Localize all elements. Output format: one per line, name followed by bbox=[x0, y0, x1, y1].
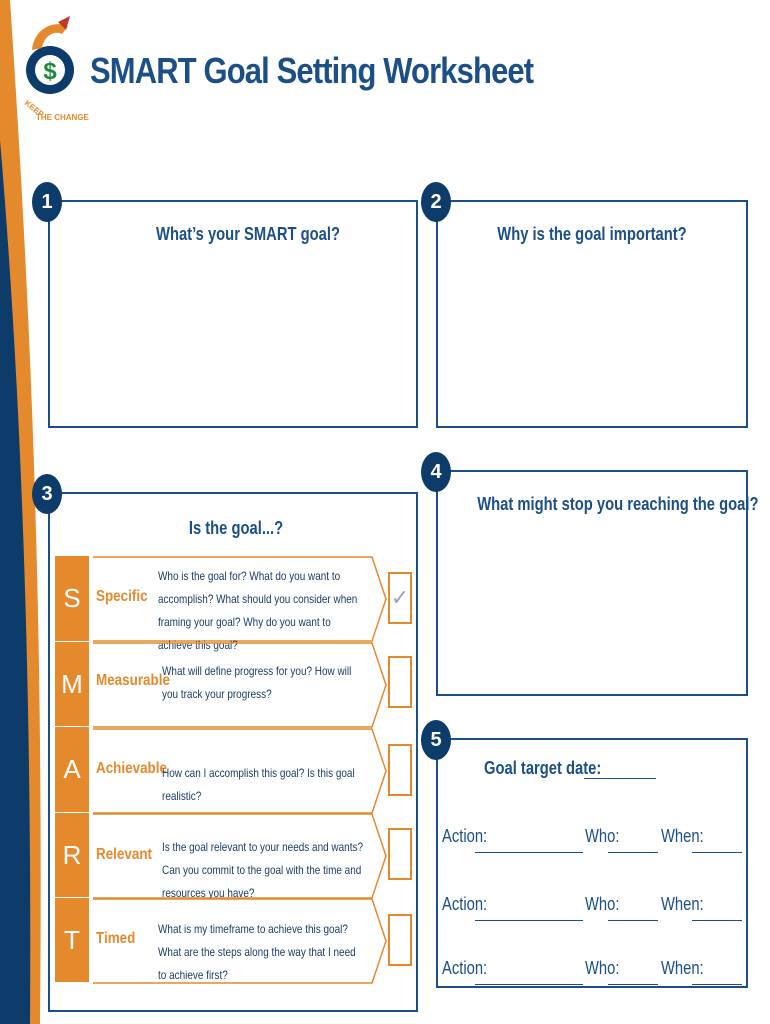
smart-label: Specific bbox=[96, 588, 148, 605]
smart-letter: R bbox=[55, 813, 89, 897]
who-label: Who: bbox=[585, 958, 620, 978]
smart-description: How can I accomplish this goal? Is this goal realistic? bbox=[162, 766, 355, 803]
smart-letter: M bbox=[55, 642, 89, 726]
smart-label: Measurable bbox=[96, 672, 170, 689]
action-field[interactable] bbox=[475, 852, 583, 853]
goal-importance-question: Why is the goal important? bbox=[497, 224, 687, 244]
smart-checkbox[interactable]: ✓ bbox=[388, 572, 412, 624]
smart-description: Who is the goal for? What do you want to accomplish? What should you consider when framing your goal? Why do you want to achieve this goal? bbox=[158, 569, 358, 652]
svg-text:THE CHANGE: THE CHANGE bbox=[36, 113, 89, 122]
smart-goal-question: What’s your SMART goal? bbox=[156, 224, 340, 244]
section-number-5: 5 bbox=[421, 720, 451, 760]
action-label: Action: bbox=[442, 894, 488, 914]
smart-checkbox[interactable] bbox=[388, 914, 412, 966]
page-title: SMART Goal Setting Worksheet bbox=[90, 50, 534, 91]
smart-description: What is my timeframe to achieve this goal? What are the steps along the way that I need to achieve first? bbox=[158, 922, 356, 982]
when-label: When: bbox=[661, 894, 704, 914]
when-label: When: bbox=[661, 826, 704, 846]
smart-checkbox[interactable] bbox=[388, 828, 412, 880]
section-number-3: 3 bbox=[32, 474, 62, 514]
who-field[interactable] bbox=[608, 984, 658, 985]
smart-checkbox[interactable] bbox=[388, 656, 412, 708]
when-field[interactable] bbox=[692, 984, 742, 985]
when-field[interactable] bbox=[692, 920, 742, 921]
svg-text:KEEP: KEEP bbox=[22, 98, 46, 119]
when-field[interactable] bbox=[692, 852, 742, 853]
action-label: Action: bbox=[442, 826, 488, 846]
action-label: Action: bbox=[442, 958, 488, 978]
who-field[interactable] bbox=[608, 920, 658, 921]
smart-label: Relevant bbox=[96, 846, 153, 863]
svg-text:$: $ bbox=[43, 58, 57, 85]
who-field[interactable] bbox=[608, 852, 658, 853]
when-label: When: bbox=[661, 958, 704, 978]
action-field[interactable] bbox=[475, 920, 583, 921]
who-label: Who: bbox=[585, 826, 620, 846]
smart-letter: T bbox=[55, 898, 89, 982]
keep-the-change-logo bbox=[14, 8, 94, 126]
goal-target-date-field[interactable] bbox=[584, 778, 656, 779]
goal-target-date-label: Goal target date: bbox=[484, 758, 602, 778]
sidebar-stripe bbox=[0, 0, 44, 1024]
section-number-4: 4 bbox=[421, 452, 451, 492]
obstacles-question: What might stop you reaching the goal? bbox=[477, 494, 759, 514]
smart-checkbox[interactable] bbox=[388, 744, 412, 796]
smart-description: Is the goal relevant to your needs and wants? Can you commit to the goal with the time and resources you have? bbox=[162, 840, 363, 900]
is-the-goal-question: Is the goal...? bbox=[188, 518, 284, 538]
section-number-1: 1 bbox=[32, 182, 62, 222]
smart-label: Timed bbox=[96, 930, 136, 947]
smart-label: Achievable bbox=[96, 760, 167, 777]
section-number-2: 2 bbox=[421, 182, 451, 222]
smart-description: What will define progress for you? How will you track your progress? bbox=[162, 664, 352, 701]
smart-letter: A bbox=[55, 727, 89, 812]
action-field[interactable] bbox=[475, 984, 583, 985]
smart-letter: S bbox=[55, 556, 89, 641]
who-label: Who: bbox=[585, 894, 620, 914]
